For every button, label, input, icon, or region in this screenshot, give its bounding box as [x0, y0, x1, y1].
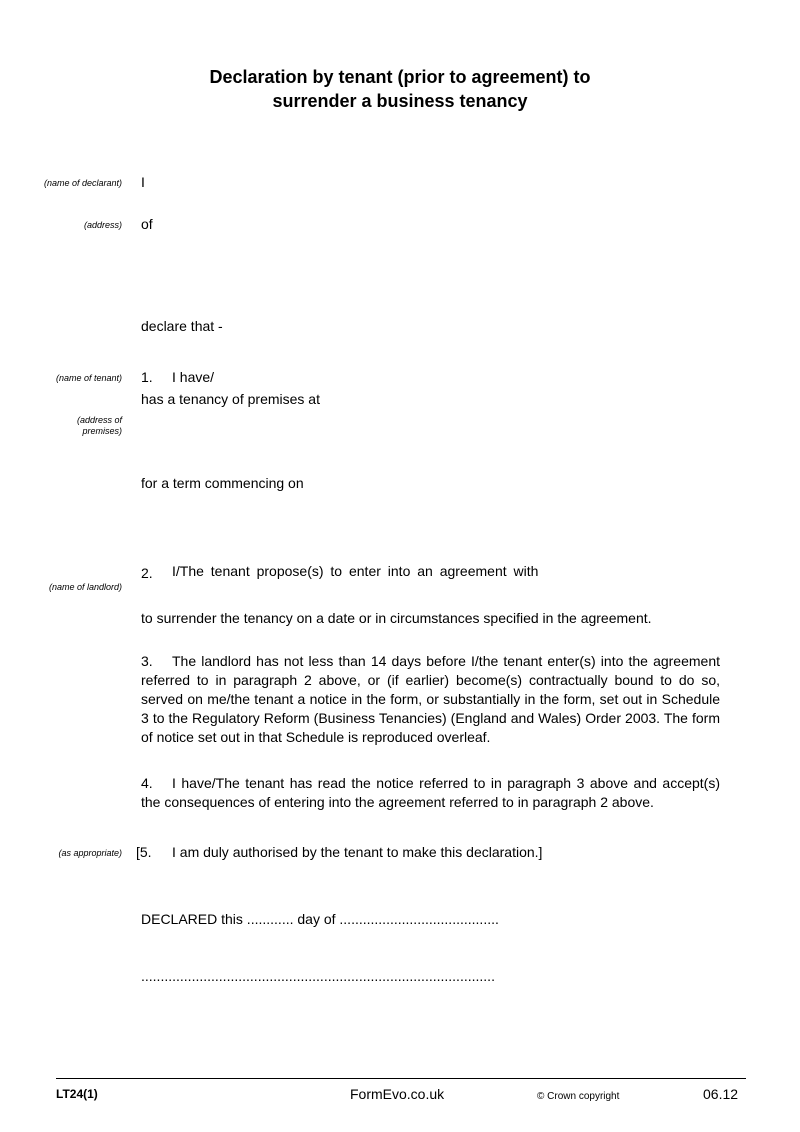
paragraph-1-number: 1. [141, 369, 153, 385]
margin-label-address-of-premises-2: premises) [82, 426, 122, 436]
paragraph-4 [141, 774, 720, 812]
paragraph-2-number: 2. [141, 565, 153, 581]
document-title-line-2: surrender a business tenancy [272, 91, 528, 111]
margin-label-address: (address) [83, 220, 122, 230]
paragraph-2 [141, 562, 538, 581]
footer-copyright: © Crown copyright [537, 1091, 620, 1102]
signature-line: ........................................................................................... [141, 968, 495, 984]
declare-that: declare that - [141, 318, 223, 334]
declared-line: DECLARED this ............ day of ......................................... [141, 911, 499, 927]
paragraph-1 [141, 368, 214, 387]
paragraph-3 [141, 652, 720, 747]
paragraph-2-line-2: to surrender the tenancy on a date or in circumstances specified in the agreement. [141, 610, 652, 626]
paragraph-4-text: I have/The tenant has read the notice referred to in paragraph 3 above and accept(s) the consequences of entering into the agreement referred to in paragraph 2 above. [141, 775, 720, 810]
paragraph-5 [136, 843, 542, 862]
margin-label-address-of-premises-1: (address of [76, 415, 122, 425]
paragraph-5-number: [5. [136, 844, 152, 860]
margin-label-as-appropriate: (as appropriate) [58, 848, 122, 858]
paragraph-3-number: 3. [141, 653, 153, 669]
address-of: of [141, 216, 153, 232]
footer-form-code: LT24(1) [56, 1087, 98, 1101]
paragraph-1-text: I have/ [172, 369, 215, 385]
paragraph-1-line-2: has a tenancy of premises at [141, 391, 320, 407]
paragraph-4-number: 4. [141, 775, 153, 791]
document-title-line-1: Declaration by tenant (prior to agreement) to [209, 67, 591, 87]
footer-divider [56, 1078, 746, 1079]
margin-label-name-of-declarant: (name of declarant) [43, 178, 122, 188]
margin-label-name-of-landlord: (name of landlord) [48, 582, 122, 592]
paragraph-5-text: I am duly authorised by the tenant to make this declaration.] [172, 844, 543, 860]
margin-label-name-of-tenant: (name of tenant) [55, 373, 122, 383]
paragraph-2-text: I/The tenant propose(s) to enter into an agreement with [172, 563, 539, 579]
footer-version: 06.12 [703, 1086, 739, 1102]
paragraph-3-text: The landlord has not less than 14 days before I/the tenant enter(s) into the agreement referred to in paragraph 2 above, or (if earlier) become(s) contractually bound to do so, served on me/the tenant a notice in the form, or substantially in the form, set out in Schedule 3 to the Regulatory Reform (Business Tenancies) (England and Wales) Order 2003. The form of notice set out in that Schedule is reproduced overleaf. [141, 653, 720, 745]
paragraph-1-line-3: for a term commencing on [141, 475, 304, 491]
declarant-i: I [141, 174, 145, 190]
footer-site: FormEvo.co.uk [350, 1086, 445, 1102]
